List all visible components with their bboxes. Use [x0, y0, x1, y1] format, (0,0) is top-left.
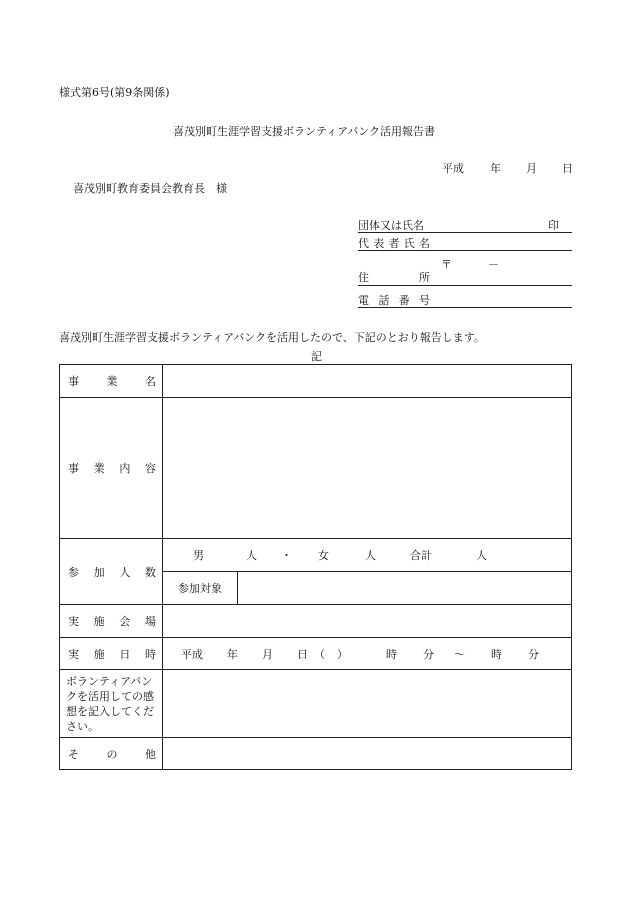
char: 実	[68, 615, 79, 628]
char: 者	[388, 237, 400, 250]
row-business-content	[60, 398, 572, 539]
male-label: 男	[193, 549, 204, 562]
participant-target-row	[163, 572, 571, 604]
phone-label	[358, 292, 430, 308]
date-day: 日	[562, 162, 573, 175]
intro-text: 喜茂別町生涯学習支援ボランティアバンクを活用したので、下記のとおり報告します。	[59, 331, 485, 344]
minute-unit: 分	[528, 647, 539, 661]
date-year: 年	[490, 162, 501, 175]
char: 場	[144, 615, 156, 628]
hour-unit: 時	[386, 647, 397, 661]
row-other	[60, 738, 572, 770]
separator: ・	[281, 549, 292, 562]
row-impressions	[60, 670, 572, 738]
phone-line	[358, 307, 572, 308]
representative-line	[358, 250, 572, 251]
venue-label	[60, 605, 163, 638]
char: 電	[358, 294, 369, 307]
row-venue	[60, 605, 572, 638]
char: 内	[119, 462, 131, 475]
year-unit: 年	[227, 647, 238, 661]
char: 数	[144, 565, 156, 579]
business-content-label	[60, 398, 163, 539]
paren-open: （	[314, 647, 325, 661]
tilde: ～	[454, 647, 465, 661]
date-month: 月	[526, 162, 537, 175]
hour-unit: 時	[491, 647, 502, 661]
participants-cell	[163, 539, 572, 605]
address-line	[358, 285, 572, 286]
char: 日	[119, 647, 131, 661]
char: 人	[119, 565, 131, 579]
day-unit: 日	[297, 647, 308, 661]
datetime-row	[163, 646, 571, 662]
date-era: 平成	[442, 162, 464, 175]
postal-mark: 〒	[441, 258, 452, 271]
char: 施	[93, 615, 105, 628]
total-unit: 人	[476, 549, 487, 562]
impressions-field[interactable]	[163, 670, 572, 738]
char: 所	[419, 271, 430, 284]
representative-label	[358, 235, 430, 251]
postal-dash: －	[488, 258, 499, 271]
char: 会	[119, 615, 131, 628]
char: の	[106, 747, 118, 761]
document-title: 喜茂別町生涯学習支援ボランティアバンク活用報告書	[173, 125, 436, 138]
char: 容	[144, 462, 156, 475]
char: 実	[68, 647, 79, 661]
female-label: 女	[318, 549, 329, 562]
report-table	[59, 364, 572, 770]
business-name-label	[60, 365, 163, 398]
row-business-name	[60, 365, 572, 398]
era: 平成	[181, 647, 203, 661]
char: 他	[145, 747, 156, 761]
female-unit: 人	[365, 549, 376, 562]
participants-label	[60, 539, 163, 605]
datetime-label	[60, 638, 163, 670]
participant-target-label: 参加対象	[163, 572, 238, 604]
row-participants	[60, 539, 572, 605]
char: そ	[68, 747, 79, 761]
char: 住	[358, 271, 369, 284]
char: 事	[68, 375, 79, 388]
business-content-field[interactable]	[163, 398, 572, 539]
char: 話	[378, 294, 390, 307]
char: 業	[93, 462, 105, 475]
month-unit: 月	[262, 647, 273, 661]
char: 事	[68, 462, 79, 475]
ki-label: 記	[311, 350, 322, 363]
form-number: 様式第6号(第9条関係)	[59, 86, 170, 99]
other-field[interactable]	[163, 738, 572, 770]
total-label: 合計	[410, 549, 432, 562]
impressions-label: ボランティアバンクを活用しての感想を記入してください。	[60, 670, 163, 738]
char: 加	[93, 565, 105, 579]
row-datetime	[60, 638, 572, 670]
male-unit: 人	[246, 549, 257, 562]
recipient: 喜茂別町教育委員会教育長 様	[73, 182, 227, 195]
minute-unit: 分	[423, 647, 434, 661]
participants-count-row	[163, 539, 571, 572]
datetime-field[interactable]	[163, 638, 572, 670]
char: 番	[398, 294, 410, 307]
other-label	[60, 738, 163, 770]
paren-close: ）	[337, 647, 348, 661]
venue-field[interactable]	[163, 605, 572, 638]
char: 名	[419, 237, 430, 250]
address-label	[358, 269, 430, 285]
participant-target-field[interactable]	[238, 572, 571, 604]
business-name-field[interactable]	[163, 365, 572, 398]
org-name-label: 団体又は氏名	[358, 219, 424, 232]
char: 参	[68, 565, 79, 579]
char: 代	[358, 237, 369, 250]
char: 名	[145, 375, 156, 388]
char: 時	[144, 647, 156, 661]
char: 氏	[403, 237, 415, 250]
seal-mark: 印	[548, 219, 559, 232]
char: 施	[93, 647, 105, 661]
char: 業	[106, 375, 118, 388]
char: 号	[418, 294, 430, 307]
org-name-line	[358, 232, 572, 233]
char: 表	[373, 237, 385, 250]
